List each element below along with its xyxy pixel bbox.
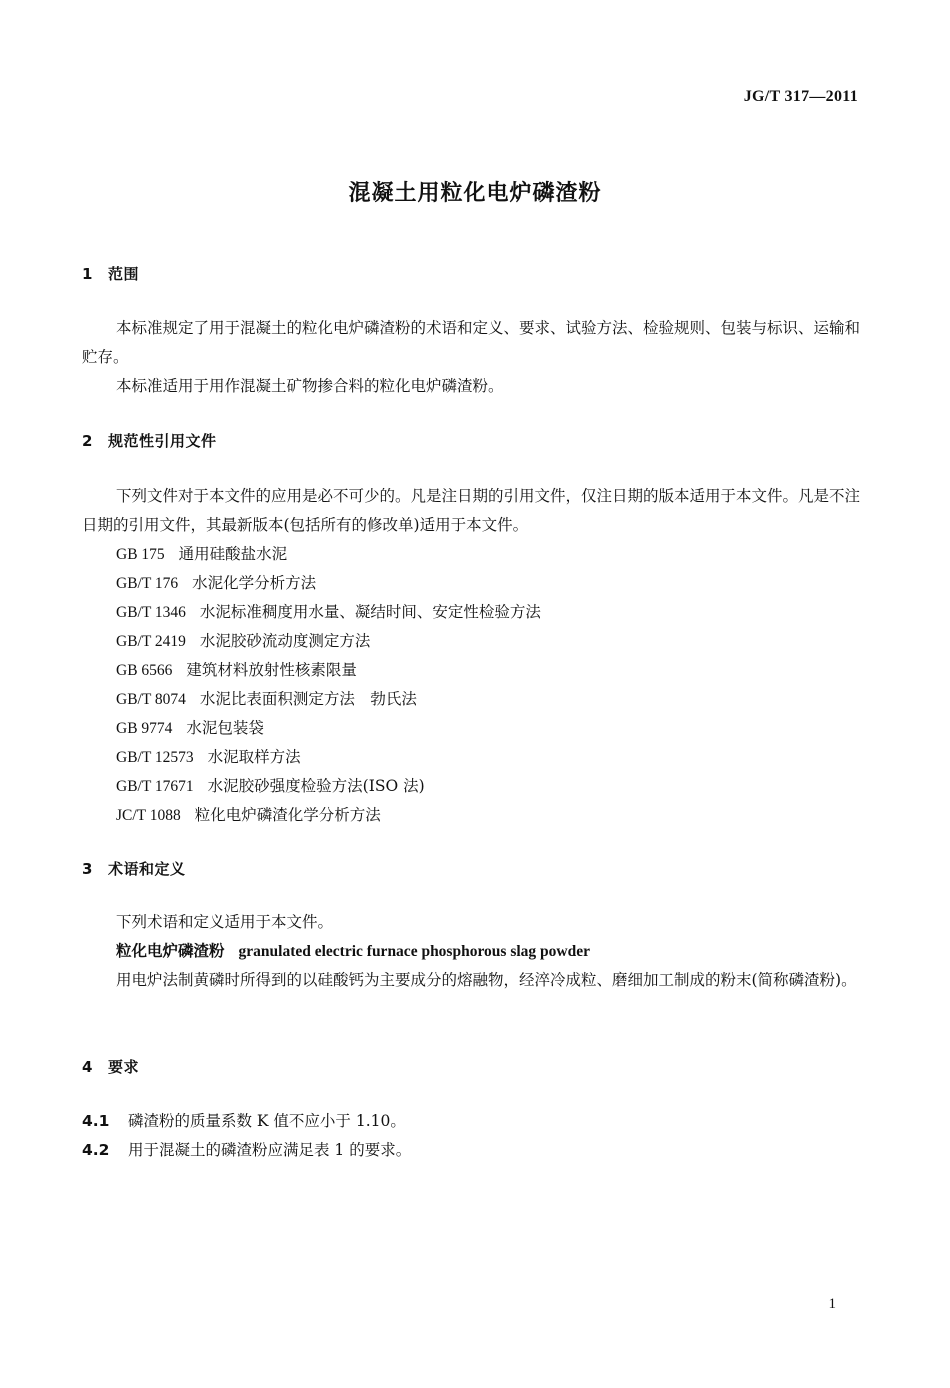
reference-item <box>116 772 541 801</box>
reference-title: 水泥标准稠度用水量、凝结时间、安定性检验方法 <box>199 603 541 621</box>
term-entry <box>116 937 590 966</box>
scope-paragraph-2: 本标准适用于用作混凝土矿物掺合料的粒化电炉磷渣粉。 <box>116 377 504 395</box>
section-2-heading <box>82 430 217 451</box>
reference-title: 粒化电炉磷渣化学分析方法 <box>194 806 381 824</box>
reference-title: 水泥比表面积测定方法 勃氏法 <box>199 690 417 708</box>
standard-code: JG/T 317—2011 <box>743 88 858 105</box>
reference-code: GB/T 12573 <box>116 749 194 766</box>
reference-item <box>116 714 541 743</box>
reference-item <box>116 685 541 714</box>
clause-4-1 <box>82 1107 406 1136</box>
reference-item <box>116 540 541 569</box>
reference-title: 水泥胶砂流动度测定方法 <box>199 632 371 650</box>
reference-item <box>116 801 541 830</box>
clause-text: 用于混凝土的磷渣粉应满足表 1 的要求。 <box>128 1141 412 1159</box>
section-title: 术语和定义 <box>108 860 186 878</box>
section-number: 3 <box>82 860 93 878</box>
reference-title: 水泥化学分析方法 <box>192 574 317 592</box>
reference-title: 通用硅酸盐水泥 <box>178 545 288 563</box>
reference-item <box>116 743 541 772</box>
reference-code: GB 6566 <box>116 662 173 679</box>
reference-title: 水泥取样方法 <box>207 748 301 766</box>
term-chinese: 粒化电炉磷渣粉 <box>116 942 225 960</box>
reference-title: 水泥包装袋 <box>186 719 264 737</box>
clause-number: 4.2 <box>82 1141 110 1159</box>
references-intro-paragraph: 下列文件对于本文件的应用是必不可少的。凡是注日期的引用文件，仅注日期的版本适用于本文件。凡是不注日期的引用文件，其最新版本(包括所有的修改单)适用于本文件。 <box>82 487 861 534</box>
section-number: 4 <box>82 1058 93 1076</box>
reference-item <box>116 656 541 685</box>
reference-code: GB 175 <box>116 546 165 563</box>
reference-code: GB/T 1346 <box>116 604 186 621</box>
reference-code: GB/T 176 <box>116 575 179 592</box>
reference-item <box>116 598 541 627</box>
term-english: granulated electric furnace phosphorous slag powder <box>238 943 590 960</box>
terms-intro-paragraph: 下列术语和定义适用于本文件。 <box>116 913 334 931</box>
document-title: 混凝土用粒化电炉磷渣粉 <box>348 181 602 206</box>
section-title: 范围 <box>108 265 140 283</box>
section-1-heading <box>82 263 139 284</box>
scope-paragraph-1: 本标准规定了用于混凝土的粒化电炉磷渣粉的术语和定义、要求、试验方法、检验规则、包装与标识、运输和贮存。 <box>82 319 861 366</box>
reference-title: 建筑材料放射性核素限量 <box>186 661 357 679</box>
reference-code: JC/T 1088 <box>116 807 181 824</box>
reference-item <box>116 627 541 656</box>
reference-code: GB 9774 <box>116 720 173 737</box>
reference-title: 水泥胶砂强度检验方法(ISO 法) <box>207 777 425 795</box>
reference-list <box>116 540 541 830</box>
clause-text: 磷渣粉的质量系数 K 值不应小于 1.10。 <box>128 1112 406 1130</box>
section-4-heading <box>82 1056 139 1077</box>
section-title: 规范性引用文件 <box>108 432 217 450</box>
section-number: 1 <box>82 265 93 283</box>
reference-code: GB/T 17671 <box>116 778 194 795</box>
section-3-heading <box>82 858 186 879</box>
term-definition: 用电炉法制黄磷时所得到的以硅酸钙为主要成分的熔融物，经淬冷成粒、磨细加工制成的粉末(简称磷渣粉)。 <box>116 971 857 989</box>
section-title: 要求 <box>108 1058 140 1076</box>
page-number: 1 <box>828 1296 836 1312</box>
section-number: 2 <box>82 432 93 450</box>
clause-4-2 <box>82 1136 411 1165</box>
reference-code: GB/T 8074 <box>116 691 186 708</box>
reference-code: GB/T 2419 <box>116 633 186 650</box>
reference-item <box>116 569 541 598</box>
clause-number: 4.1 <box>82 1112 110 1130</box>
